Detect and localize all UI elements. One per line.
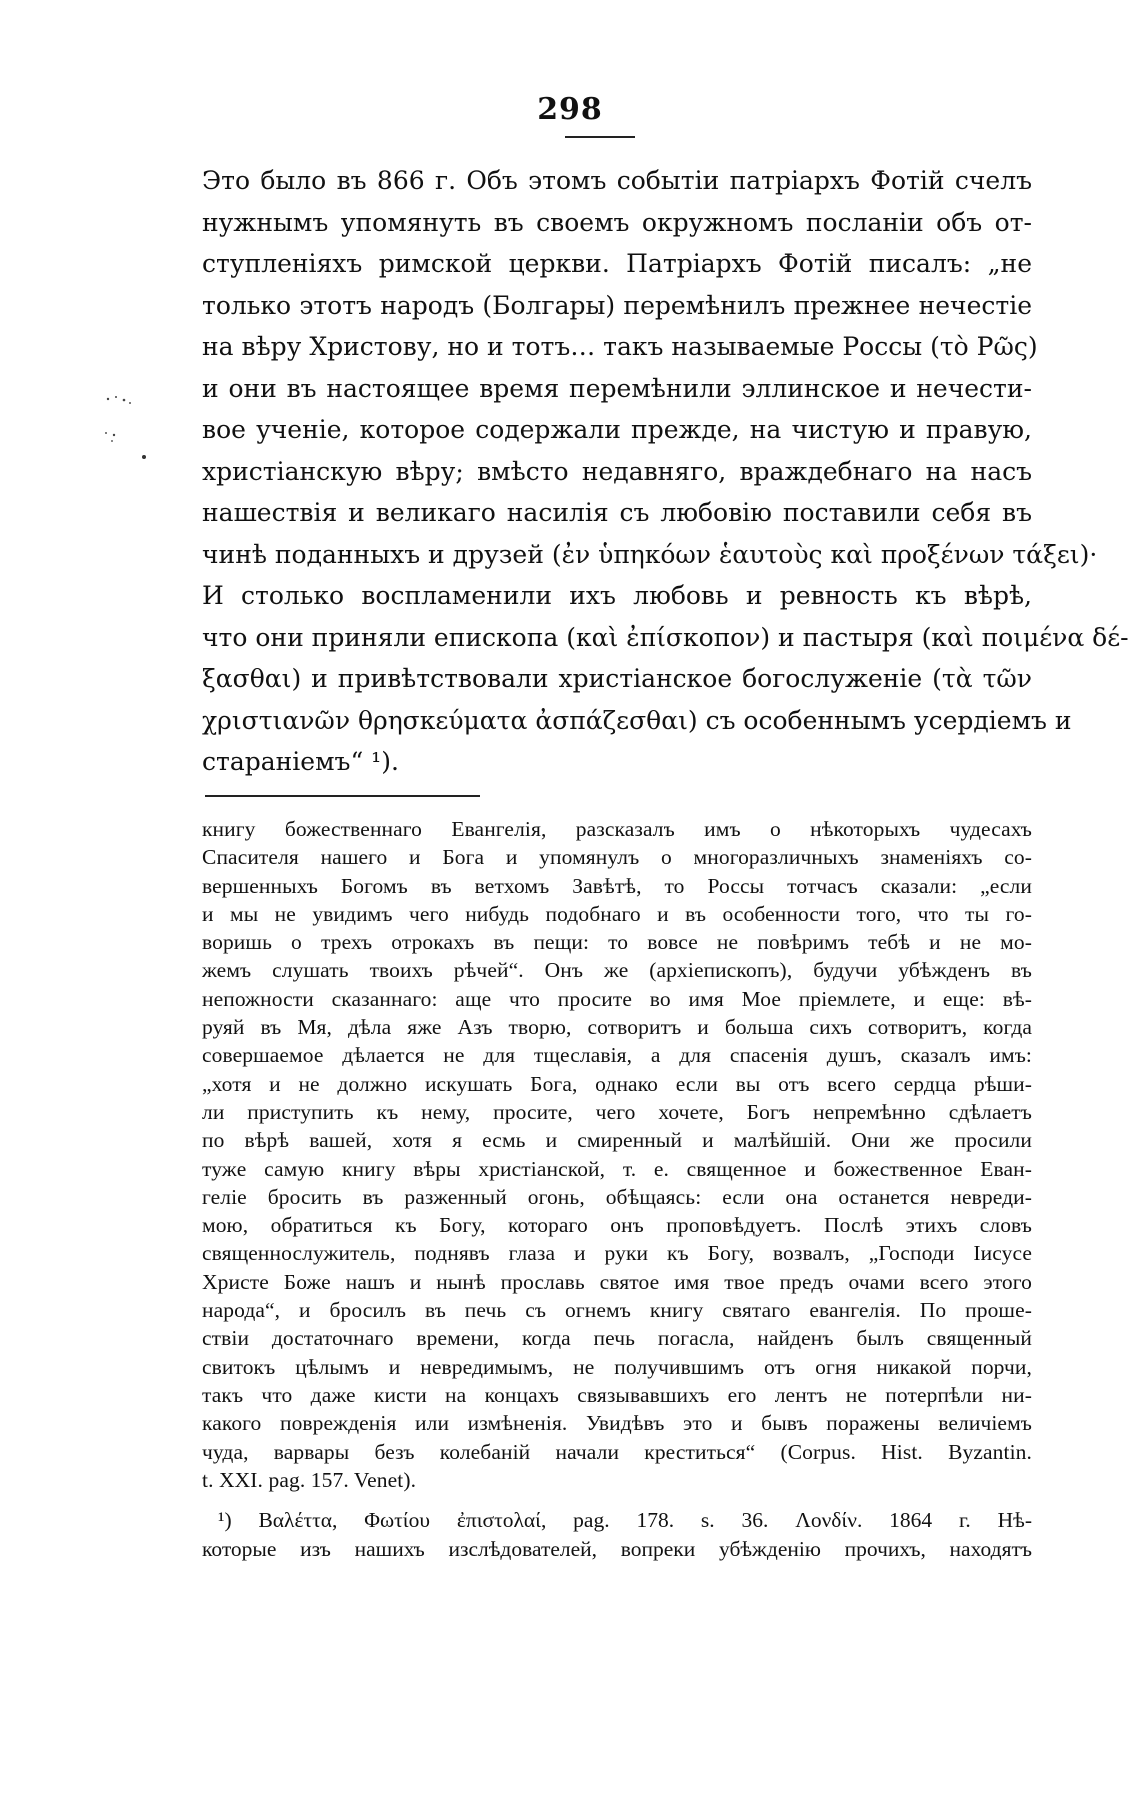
footnote-line: чуда, варвары безъ колебаній начали креститься“ (Corpus. Hist. Byzantin. <box>202 1439 1032 1464</box>
main-text-line: ξασθαι) и привѣтствовали христіанское богослуженіе (τὰ τῶν <box>202 664 1032 693</box>
footnote-line: книгу божественнаго Евангелія, разсказалъ имъ о нѣкоторыхъ чудесахъ <box>202 817 1032 841</box>
footnote-line: воришь о трехъ отрокахъ въ пещи: то вовсе не повѣримъ тебѣ и не мо- <box>202 930 1032 955</box>
footnote-divider <box>205 795 480 797</box>
main-text-line: нашествія и великаго насилія съ любовію поставили себя въ <box>202 498 1032 527</box>
footnote-continuation <box>202 815 1032 1494</box>
footnote-line: „хотя и не должно искушать Бога, однако если вы отъ всего сердца рѣши- <box>202 1071 1032 1096</box>
footnote-line: t. XXI. pag. 157. Venet). <box>202 1467 417 1492</box>
footnote-note-line: которые изъ нашихъ изслѣдователей, вопреки убѣжденію прочихъ, находятъ <box>202 1536 1032 1561</box>
main-text-line: χριστιανῶν θρησκεύματα ἀσπάζεσθαι) съ особеннымъ усердіемъ и <box>202 705 1072 735</box>
footnote-line: народа“, и бросилъ въ печь съ огнемъ книгу святаго евангелія. По проше- <box>202 1298 1032 1323</box>
main-text-line: что они приняли епископа (καὶ ἐπίσκοπον) и пастыря (καὶ ποιμένα δέ- <box>202 622 1129 652</box>
main-text-line: Это было въ 866 г. Объ этомъ событіи патріархъ Фотій счелъ <box>202 166 1032 195</box>
footnote-line: непожности сказаннаго: аще что просите во имя Мое пріемлете, и еще: вѣ- <box>202 986 1032 1011</box>
footnote-line: ли приступить къ нему, просите, чего хочете, Богъ непремѣнно сдѣлаетъ <box>202 1099 1032 1124</box>
footnote-line: Спасителя нашего и Бога и упомянулъ о многоразличныхъ знаменіяхъ со- <box>202 845 1032 870</box>
main-text-line: стараніемъ“ ¹). <box>202 747 399 776</box>
footnote-line: тужe самую книгу вѣры христіанской, т. е. священное и божественное Еван- <box>202 1156 1032 1181</box>
footnote-line: совершаемое дѣлается не для тщеславія, а для спасенія душъ, сказалъ имъ: <box>202 1043 1032 1068</box>
footnote-line: свитокъ цѣлымъ и невредимымъ, не получившимъ отъ огня никакой порчи, <box>202 1354 1032 1379</box>
main-text-line: на вѣру Христову, но и тотъ… такъ называемые Россы (τὸ Ρῶς) <box>202 332 1038 361</box>
footnote-line: по вѣрѣ вашей, хотя я есмь и смиренный и малѣйшій. Они же просили <box>202 1128 1032 1153</box>
page-number-rule <box>565 136 635 138</box>
footnote-line: священнослужитель, поднявъ глаза и руки къ Богу, возвалъ, „Господи Іисусе <box>202 1241 1032 1266</box>
page-number: 298 <box>537 92 603 127</box>
footnote-line: мою, обратиться къ Богу, котораго онъ проповѣдуетъ. Послѣ этихъ словъ <box>202 1213 1032 1238</box>
main-text-line: вое ученіе, которое содержали прежде, на чистую и правую, <box>202 415 1032 444</box>
footnote-line: и мы не увидимъ чего нибудь подобнаго и въ особенности того, что ты го- <box>202 901 1032 926</box>
footnote-1 <box>202 1506 1032 1563</box>
footnote-line: вершенныхъ Богомъ въ ветхомъ Завѣтѣ, то Россы тотчасъ сказали: „если <box>202 873 1032 898</box>
footnote-note-line: ¹) Βαλέττα, Φωτίου ἐπιστολαί, pag. 178. s. 36. Λονδίν. 1864 г. Нѣ- <box>218 1508 1032 1532</box>
main-text-line: и они въ настоящее время перемѣнили эллинское и нечести- <box>202 373 1032 403</box>
main-text-line: ступленіяхъ римской церкви. Патріархъ Фотій писалъ: „не <box>202 249 1032 278</box>
main-text-line: христіанскую вѣру; вмѣсто недавняго, враждебнаго на насъ <box>202 456 1032 486</box>
margin-specks <box>100 395 160 475</box>
footnote-line: какого поврежденія или измѣненія. Увидѣвъ это и бывъ поражены величіемъ <box>202 1411 1032 1436</box>
footnote-line: геліе бросить въ разженный огонь, обѣщаясь: если она останется невреди- <box>202 1184 1032 1209</box>
footnote-line: такъ что даже кисти на концахъ связывавшихъ его лентъ не потерпѣли ни- <box>202 1382 1032 1407</box>
main-text-line: нужнымъ упомянуть въ своемъ окружномъ посланіи объ от- <box>202 207 1032 237</box>
footnote-line: ствіи достаточнаго времени, когда печь погасла, найденъ былъ священный <box>202 1326 1032 1351</box>
main-text-line: только этотъ народъ (Болгары) перемѣнилъ прежнее нечестіе <box>202 290 1032 320</box>
footnote-line: Христе Боже нашъ и нынѣ прославь святое имя твое предъ очами всего этого <box>202 1269 1032 1294</box>
footnote-line: жемъ слушать твоихъ рѣчей“. Онъ же (архіепископъ), будучи убѣжденъ въ <box>202 958 1032 983</box>
main-text-line: И столько воспламенили ихъ любовь и ревность къ вѣрѣ, <box>202 581 1032 610</box>
main-text <box>202 160 1129 783</box>
footnote-line: руяй въ Мя, дѣла яже Азъ творю, сотворитъ и больша сихъ сотворитъ, когда <box>202 1015 1032 1040</box>
main-text-line: чинѣ поданныхъ и друзей (ἐν ὑπηκόων ἑαυτοὺς καὶ προξένων τάξει)· <box>202 539 1098 569</box>
